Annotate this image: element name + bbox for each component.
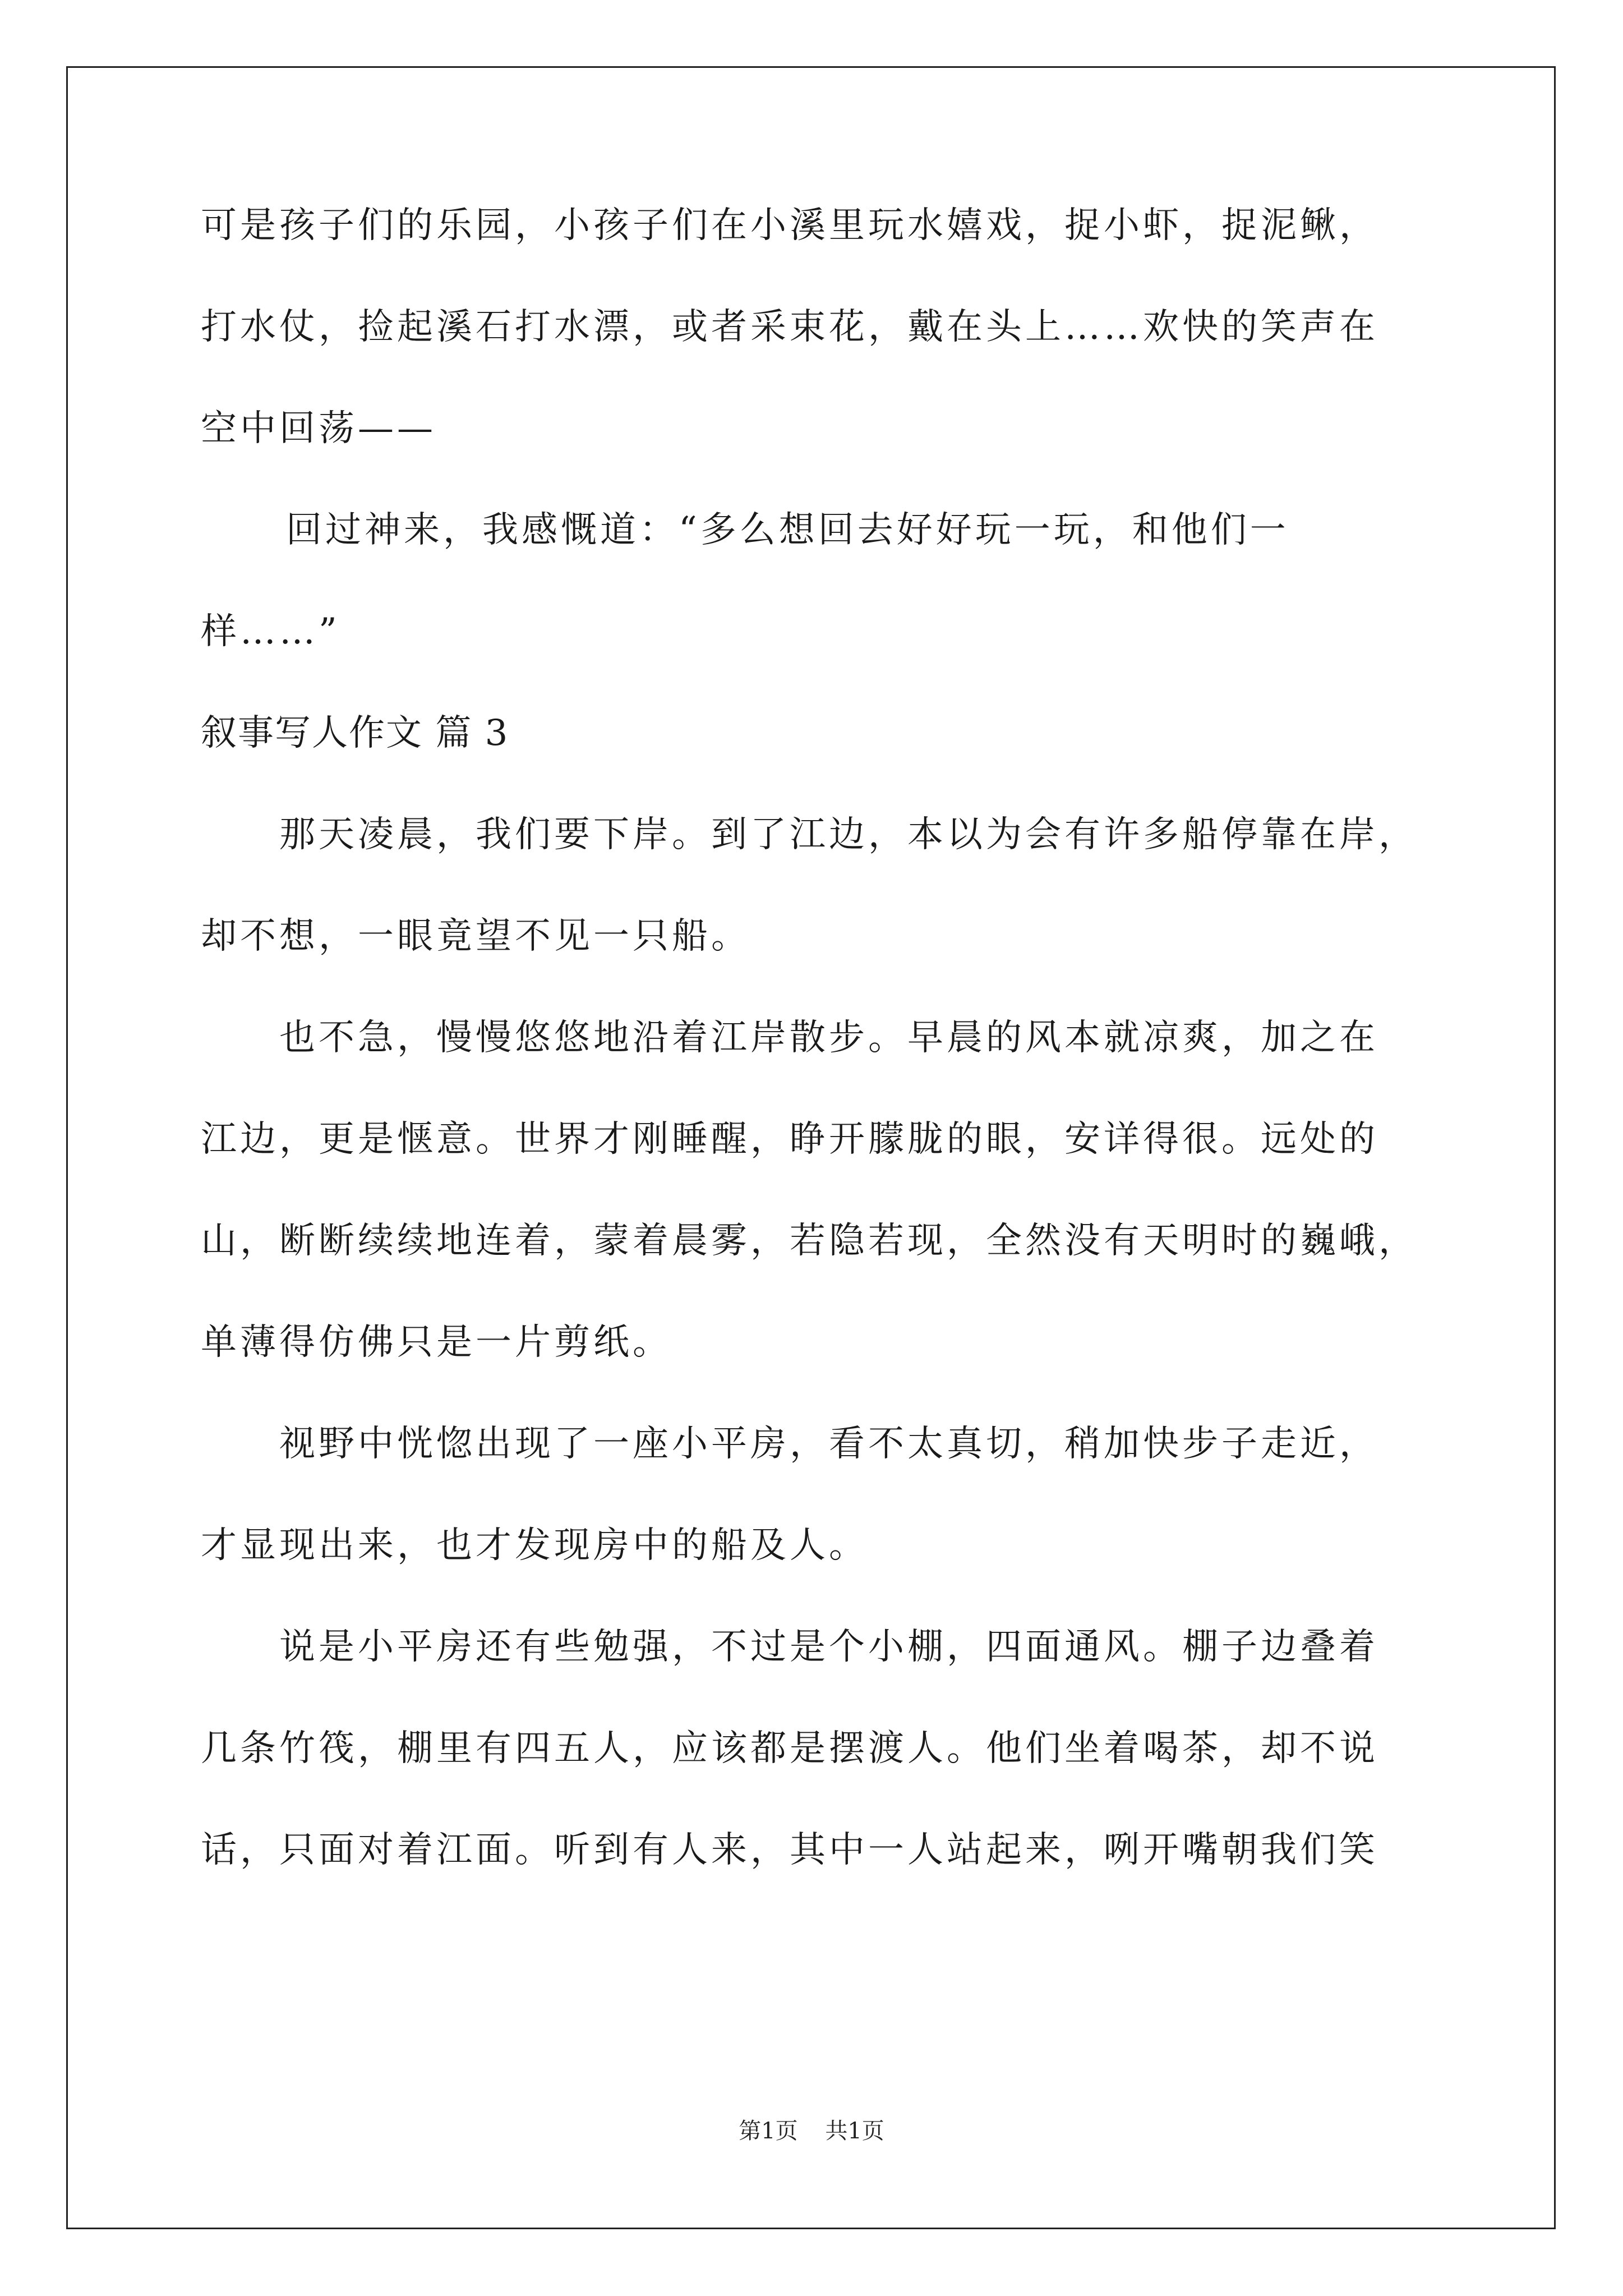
text-line: 说是小平房还有些勉强，不过是个小棚，四面通风。棚子边叠着 — [279, 1626, 1378, 1668]
text-line: 打水仗，捡起溪石打水漂，或者采束花，戴在头上……欢快的笑声在 — [201, 306, 1378, 348]
text-line: 却不想，一眼竟望不见一只船。 — [201, 915, 750, 957]
section-heading: 叙事写人作文 篇 3 — [201, 712, 509, 754]
text-line: 空中回荡—— — [201, 408, 436, 449]
page-total: 共1页 — [825, 2118, 884, 2144]
text-line: 那天凌晨，我们要下岸。到了江边，本以为会有许多船停靠在岸， — [279, 814, 1418, 855]
text-line: 视野中恍惚出现了一座小平房，看不太真切，稍加快步子走近， — [279, 1423, 1378, 1465]
text-line: 可是孩子们的乐园，小孩子们在小溪里玩水嬉戏，捉小虾，捉泥鳅， — [201, 205, 1378, 246]
text-line: 山，断断续续地连着，蒙着晨雾，若隐若现，全然没有天明时的巍峨， — [201, 1220, 1418, 1262]
text-line: 回过神来，我感慨道：“多么想回去好好玩一玩，和他们一 — [286, 509, 1289, 551]
text-line: 几条竹筏，棚里有四五人，应该都是摆渡人。他们坐着喝茶，却不说 — [201, 1728, 1378, 1769]
text-line: 也不急，慢慢悠悠地沿着江岸散步。早晨的风本就凉爽，加之在 — [279, 1017, 1378, 1059]
text-line: 才显现出来，也才发现房中的船及人。 — [201, 1525, 868, 1566]
text-line: 话，只面对着江面。听到有人来，其中一人站起来，咧开嘴朝我们笑 — [201, 1829, 1378, 1871]
text-line: 江边，更是惬意。世界才刚睡醒，睁开朦胧的眼，安详得很。远处的 — [201, 1119, 1378, 1160]
text-line: 样……” — [201, 611, 340, 652]
text-line: 单薄得仿佛只是一片剪纸。 — [201, 1322, 672, 1363]
page-footer — [0, 2117, 1623, 2145]
page-number: 第1页 — [739, 2118, 798, 2144]
